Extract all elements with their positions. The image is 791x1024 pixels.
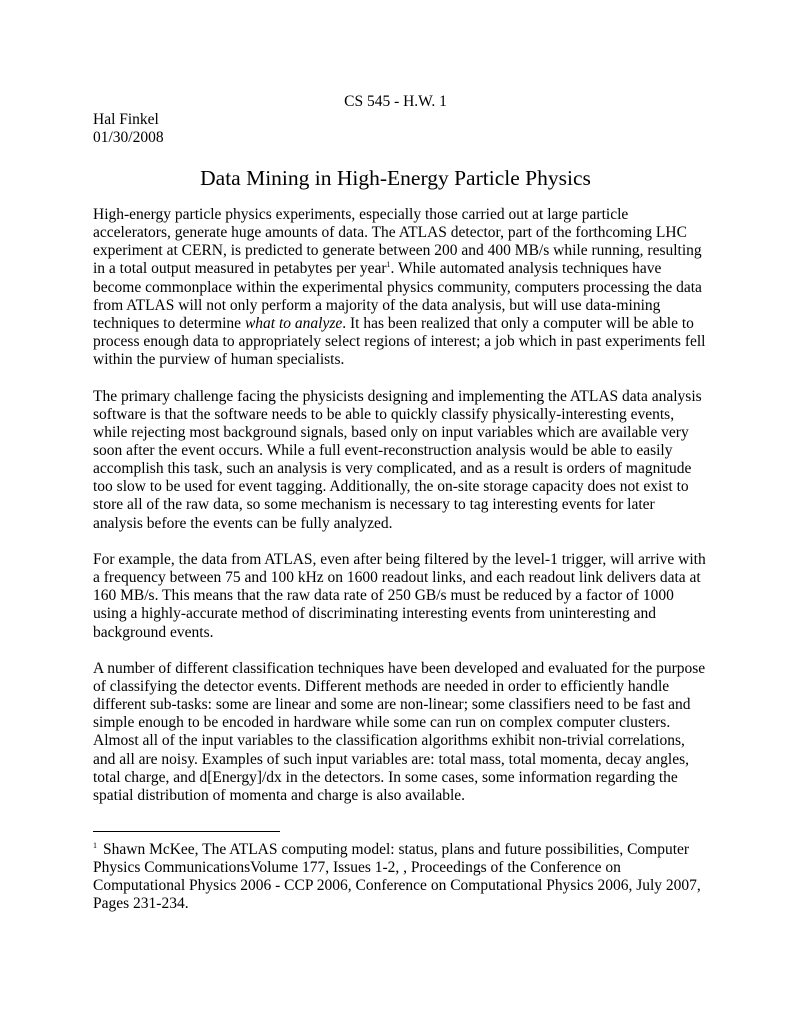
paragraph-1-part-c: . It has been realized that only a computer will be able to process enough data to appropriately select regions of interest; a job which in past experiments fell within the purview of human specialists. bbox=[93, 314, 706, 369]
document-title: Data Mining in High-Energy Particle Physics bbox=[200, 166, 591, 190]
paragraph-2: The primary challenge facing the physicists designing and implementing the ATLAS data analysis software is that the software needs to be able to quickly classify physically-interesting events, while rejecting most background signals, based only on input variables which are available very soon after the event occurs. While a full event-reconstruction analysis would be able to easily accomplish this task, such an analysis is very complicated, and as a result is orders of magnitude too slow to be used for event tagging. Additionally, the on-site storage capacity does not exist to store all of the raw data, so some mechanism is necessary to tag interesting events for later analysis before the events can be fully analyzed. bbox=[93, 387, 702, 532]
footnote-marker: 1 bbox=[93, 840, 97, 850]
course-heading: CS 545 - H.W. 1 bbox=[344, 93, 447, 110]
footnote-text: Shawn McKee, The ATLAS computing model: status, plans and future possibilities, Computer Physics CommunicationsVolume 177, Issues 1-2, , Proceedings of the Conference on Computational Physics 2006 - CCP 2006, Conference on Computational Physics 2006, July 2007, Pages 231-234. bbox=[93, 841, 701, 913]
author-name: Hal Finkel bbox=[93, 111, 159, 128]
footnote-separator bbox=[93, 831, 280, 832]
paragraph-1 bbox=[93, 206, 708, 369]
paragraph-1-emphasis: what to analyze bbox=[244, 314, 343, 332]
paragraph-1-part-b: . While automated analysis techniques have become commonplace within the experimental physics community, computers processing the data from ATLAS will not only perform a majority of the data analysis, but will use data-mining techniques to determine bbox=[93, 260, 702, 332]
document-body bbox=[93, 206, 708, 823]
paragraph-3: For example, the data from ATLAS, even after being filtered by the level-1 trigger, will arrive with a frequency between 75 and 100 kHz on 1600 readout links, and each readout link delivers data at 160 MB/s. This means that the raw data rate of 250 GB/s must be reduced by a factor of 1000 using a highly-accurate method of discriminating interesting events from uninteresting and background events. bbox=[93, 550, 706, 641]
paragraph-4: A number of different classification techniques have been developed and evaluated for the purpose of classifying the detector events. Different methods are needed in order to efficiently handle different sub-tasks: some are linear and some are non-linear; some classifiers need to be fast and simple enough to be encoded in hardware while some can run on complex computer clusters. Almost all of the input variables to the classification algorithms exhibit non-trivial correlations, and all are noisy. Examples of such input variables are: total mass, total momenta, decay angles, total charge, and d[Energy]/dx in the detectors. In some cases, some information regarding the spatial distribution of momenta and charge is also available. bbox=[93, 659, 706, 804]
document-date: 01/30/2008 bbox=[93, 129, 164, 146]
footnote-reference: 1 bbox=[386, 260, 391, 270]
author-block bbox=[93, 111, 164, 147]
footnote bbox=[93, 841, 708, 914]
paragraph-1-part-a: High-energy particle physics experiments, especially those carried out at large particle accelerators, generate huge amounts of data. The ATLAS detector, part of the forthcoming LHC experiment at CERN, is predicted to generate between 200 and 400 MB/s while running, resulting in a total output measured in petabytes per year bbox=[93, 206, 702, 278]
